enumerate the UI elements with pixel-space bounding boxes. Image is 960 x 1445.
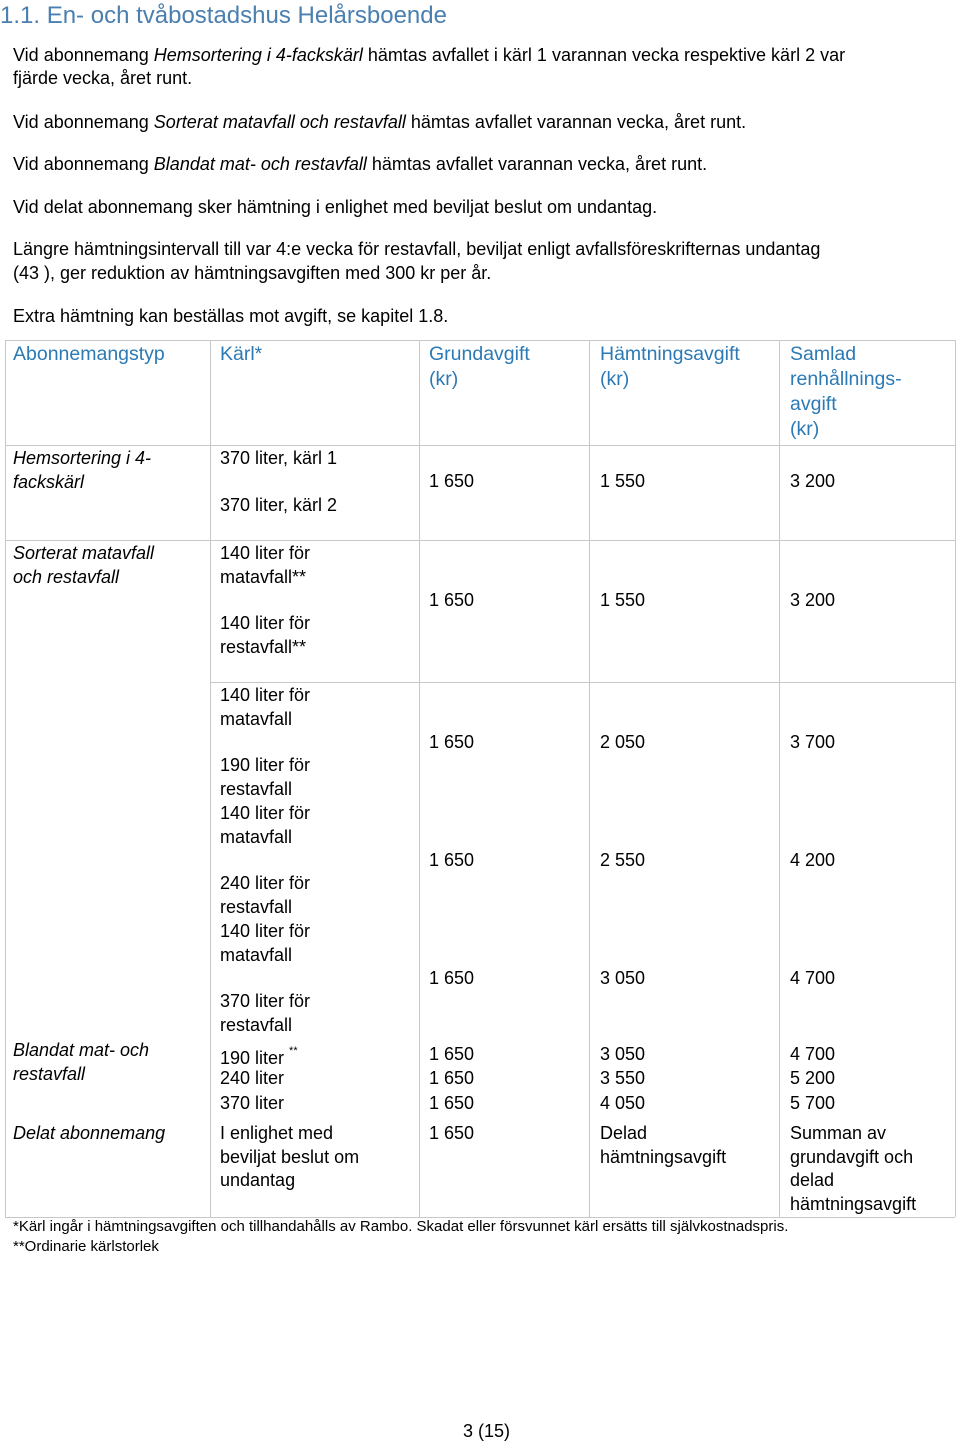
cell-line: restavfall (220, 778, 293, 799)
text-italic: Blandat mat- och restavfall (153, 154, 367, 174)
cell-samlad: 3 700 (790, 732, 836, 752)
text: Vid abonnemang (13, 45, 154, 65)
cell-bin-1: 370 liter, kärl 1 (220, 448, 338, 468)
cell-line: restavfall** (220, 636, 307, 657)
header-abonnemangstyp: Abonnemangstyp (13, 343, 165, 365)
header-samlad-avgift (790, 342, 902, 442)
paragraph-delat: Vid delat abonnemang sker hämtning i enlighet med beviljat beslut om undantag. (13, 197, 658, 217)
paragraph-intervall-line2: (43 ), ger reduktion av hämtningsavgiften med 300 kr per år. (13, 263, 492, 283)
cell-line: 140 liter för (220, 543, 311, 563)
cell-line: Sorterat matavfall (13, 543, 155, 563)
cell-hamtningsavgift (600, 1122, 726, 1169)
cell-samlad: 4 700 (790, 1044, 836, 1064)
cell-hamtningsavgift: 2 550 (600, 850, 646, 870)
text-italic: Sorterat matavfall och restavfall (153, 112, 406, 132)
cell-samlad: 5 700 (790, 1093, 836, 1113)
cell-bin-rest (220, 612, 310, 659)
table-col-divider (210, 340, 211, 1217)
table-col-divider (419, 340, 420, 1217)
cell-line: hämtningsavgift (790, 1193, 917, 1214)
cell-line: matavfall (220, 708, 293, 729)
cell-hamtningsavgift: 1 550 (600, 590, 646, 610)
text: hämtas avfallet varannan vecka, året runt. (405, 112, 747, 132)
cell-bin-rest (220, 872, 310, 919)
table-row-divider (5, 445, 955, 446)
paragraph-extra: Extra hämtning kan beställas mot avgift, se kapitel 1.8. (13, 306, 449, 326)
paragraph-hemsortering-line2: fjärde vecka, året runt. (13, 68, 193, 88)
paragraph-sorterat (13, 111, 746, 134)
footnote-ordinarie: **Ordinarie kärlstorlek (13, 1238, 159, 1255)
header-line: (kr) (600, 368, 630, 390)
cell-bin-370: 370 liter (220, 1093, 285, 1113)
cell-line: hämtningsavgift (600, 1146, 727, 1167)
paragraph-blandat (13, 153, 707, 176)
row-type-sorterat (13, 542, 154, 589)
row-type-hemsortering (13, 447, 151, 494)
cell-line: Hemsortering i 4- (13, 448, 152, 468)
cell-grundavgift: 1 650 (429, 1068, 475, 1088)
cell-line: restavfall (220, 896, 293, 917)
table-border-left (5, 340, 6, 1217)
table-border-right (955, 340, 956, 1217)
cell-line: I enlighet med (220, 1123, 334, 1143)
cell-line: beviljat beslut om (220, 1146, 360, 1167)
header-grundavgift (429, 342, 530, 392)
cell-line: matavfall (220, 826, 293, 847)
header-line: (kr) (429, 368, 459, 390)
header-line: avgift (790, 393, 837, 415)
cell-line: grundavgift och (790, 1146, 914, 1167)
cell-grundavgift: 1 650 (429, 1044, 475, 1064)
table-row-divider (5, 540, 955, 541)
text: Vid abonnemang (13, 112, 154, 132)
cell-bin-mat (220, 684, 310, 731)
text: Vid abonnemang (13, 154, 154, 174)
cell-grundavgift: 1 650 (429, 590, 475, 610)
cell-hamtningsavgift: 3 050 (600, 1044, 646, 1064)
text-italic: Hemsortering i 4-fackskärl (153, 45, 363, 65)
cell-line: 140 liter för (220, 803, 311, 823)
cell-line: 140 liter för (220, 921, 311, 941)
table-col-divider (589, 340, 590, 1217)
cell-hamtningsavgift: 4 050 (600, 1093, 646, 1113)
cell-grundavgift: 1 650 (429, 850, 475, 870)
cell-line: Summan av (790, 1123, 887, 1143)
cell-bin-delat (220, 1122, 359, 1193)
row-type-delat: Delat abonnemang (13, 1123, 166, 1143)
cell-line: 370 liter för (220, 991, 311, 1011)
cell-hamtningsavgift: 1 550 (600, 471, 646, 491)
cell-bin-mat (220, 920, 310, 967)
cell-line: restavfall (220, 1014, 293, 1035)
table-border-top (5, 340, 955, 341)
cell-bin-240: 240 liter (220, 1068, 285, 1088)
cell-bin-rest (220, 754, 310, 801)
text: hämtas avfallet i kärl 1 varannan vecka respektive kärl 2 var (362, 45, 846, 65)
cell-grundavgift: 1 650 (429, 1093, 475, 1113)
cell-grundavgift: 1 650 (429, 968, 475, 988)
cell-line: restavfall (13, 1063, 86, 1084)
cell-samlad: 4 700 (790, 968, 836, 988)
cell-line: delad (790, 1170, 835, 1190)
cell-text: 190 liter (220, 1048, 290, 1068)
cell-samlad: 5 200 (790, 1068, 836, 1088)
cell-line: Blandat mat- och (13, 1040, 150, 1060)
header-line: Samlad (790, 343, 857, 365)
table-row-divider (210, 682, 955, 683)
header-line: renhållnings- (790, 368, 902, 390)
cell-grundavgift: 1 650 (429, 471, 475, 491)
header-line: Grundavgift (429, 343, 530, 365)
cell-bin-mat (220, 802, 310, 849)
cell-samlad: 3 200 (790, 471, 836, 491)
cell-line: 140 liter för (220, 613, 311, 633)
section-heading: 1.1. En- och tvåbostadshus Helårsboende (0, 2, 447, 29)
cell-grundavgift: 1 650 (429, 732, 475, 752)
cell-samlad (790, 1122, 916, 1216)
header-line: Hämtningsavgift (600, 343, 740, 365)
cell-line: och restavfall (13, 566, 120, 587)
page-number: 3 (15) (463, 1421, 511, 1441)
paragraph-hemsortering (13, 44, 845, 67)
cell-grundavgift: 1 650 (429, 1123, 475, 1143)
cell-hamtningsavgift: 3 050 (600, 968, 646, 988)
header-karl: Kärl* (220, 343, 263, 365)
cell-hamtningsavgift: 2 050 (600, 732, 646, 752)
cell-line: undantag (220, 1170, 296, 1190)
row-type-blandat (13, 1039, 149, 1086)
cell-bin-rest (220, 990, 310, 1037)
header-hamtningsavgift (600, 342, 740, 392)
cell-bin-2: 370 liter, kärl 2 (220, 495, 338, 515)
cell-line: 140 liter för (220, 685, 311, 705)
cell-line: 240 liter för (220, 873, 311, 893)
cell-samlad: 4 200 (790, 850, 836, 870)
footnote-karl: *Kärl ingår i hämtningsavgiften och tillhandahålls av Rambo. Skadat eller försvunnet kärl ersätts till självkostnadspris. (13, 1218, 789, 1235)
cell-line: 190 liter för (220, 755, 311, 775)
cell-samlad: 3 200 (790, 590, 836, 610)
header-line: (kr) (790, 418, 820, 440)
table-col-divider (779, 340, 780, 1217)
text: hämtas avfallet varannan vecka, året runt. (366, 154, 708, 174)
footnote-marker: ** (289, 1045, 298, 1057)
cell-line: Delad (600, 1123, 648, 1143)
cell-line: matavfall (220, 944, 293, 965)
cell-line: fackskärl (13, 471, 85, 492)
paragraph-intervall-line1: Längre hämtningsintervall till var 4:e vecka för restavfall, beviljat enligt avfallsföreskrifternas undantag (13, 239, 821, 259)
cell-hamtningsavgift: 3 550 (600, 1068, 646, 1088)
cell-bin-mat (220, 542, 310, 589)
cell-line: matavfall** (220, 566, 307, 587)
